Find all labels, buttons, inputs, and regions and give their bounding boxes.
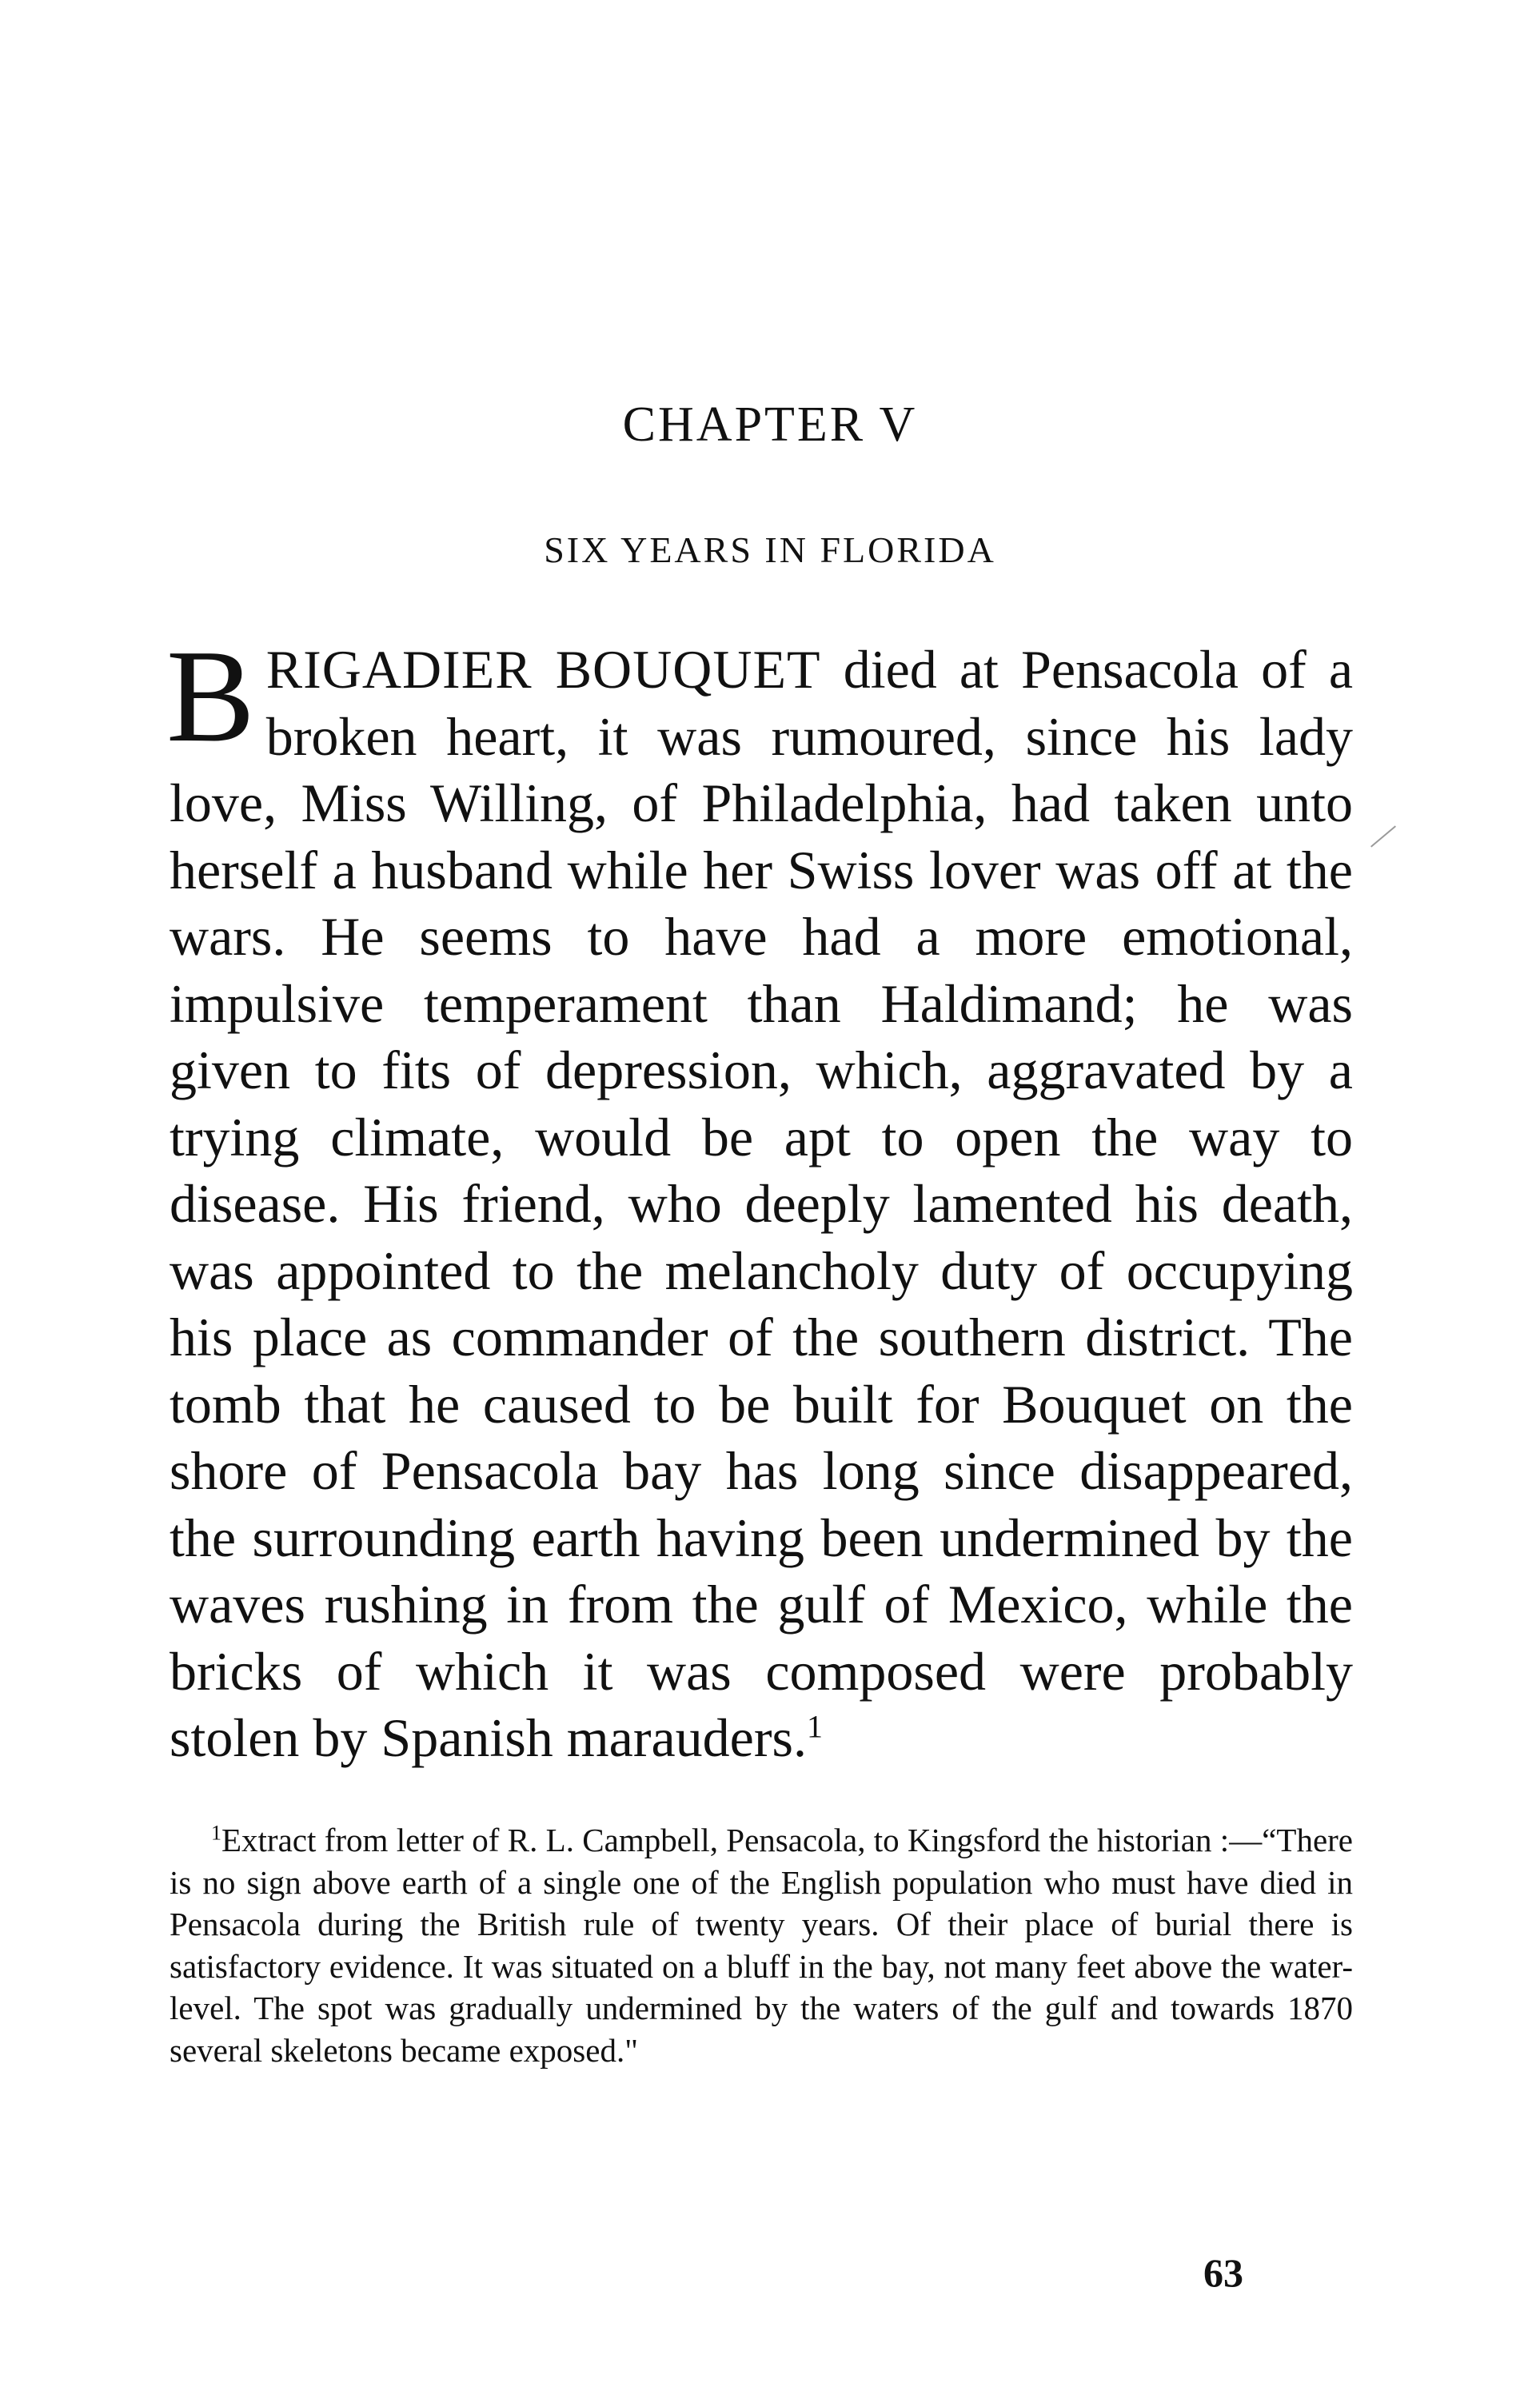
footnote-text: Extract from letter of R. L. Campbell, Pensacola, to Kingsford the historian :—“There is no sign above earth of a single one of the English population who must have died in Pensacola during the British rule of twenty years. Of their place of burial there is satisfactory evidence. It was situated on a bluff in the bay, not many feet above the water-level. The spot was gradually undermined by the waters of the gulf and towards 1870 several skeletons became exposed.": [170, 1822, 1353, 2069]
footnote-marker: 1: [211, 1821, 221, 1845]
drop-cap: B: [166, 622, 255, 769]
chapter-heading: CHAPTER V: [622, 397, 918, 452]
paragraph-text: died at Pensacola of a broken heart, it was rumoured, since his lady love, Miss Willing, of Philadelphia, had taken unto herself a husband while her Swiss lover was off at the wars. He seems to have had a more emotional, impulsive temperament than Haldimand; he was given to fits of depression, which, aggravated by a trying climate, would be apt to open the way to disease. His friend, who deeply lamented his death, was appointed to the melancholy duty of occupying his place as commander of the southern district. The tomb that he caused to be built for Bouquet on the shore of Pensacola bay has long since disappeared, the surrounding earth having been undermined by the waves rushing in from the gulf of Mexico, while the bricks of which it was composed were probably stolen by Spanish marauders.: [170, 639, 1354, 1768]
body-text: [166, 622, 1354, 1772]
page-number: 63: [1203, 2250, 1243, 2295]
body-paragraph: [166, 622, 1354, 1772]
footnote: [170, 1819, 1353, 2071]
chapter-subtitle: SIX YEARS IN FLORIDA: [544, 529, 996, 570]
opening-words: RIGADIER BOUQUET: [265, 639, 821, 700]
margin-pencil-mark: [1370, 825, 1396, 847]
footnote-reference: 1: [806, 1708, 823, 1745]
